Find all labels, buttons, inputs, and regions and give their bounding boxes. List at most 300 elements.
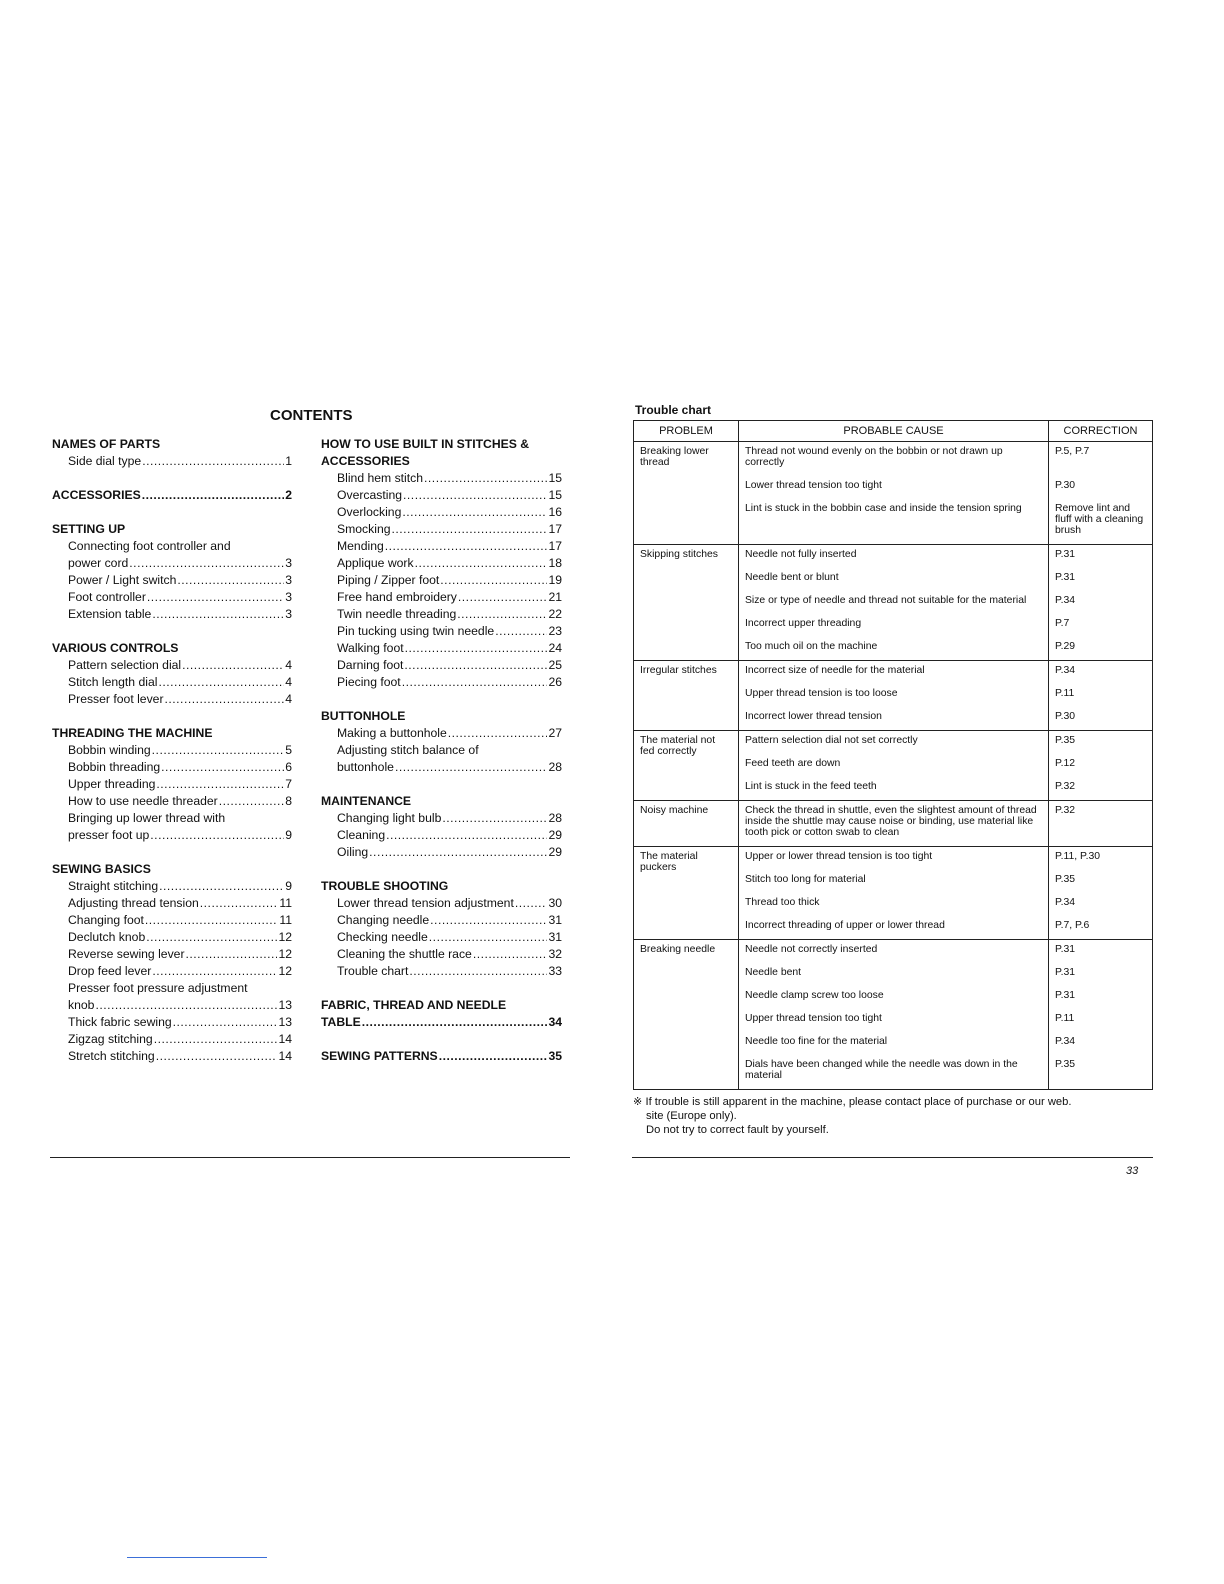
contents-left-column [52, 436, 292, 1065]
toc-entry-page: 13 [278, 1015, 292, 1029]
toc-leader-dots [152, 963, 277, 980]
toc-entry-title: Straight stitching [68, 879, 159, 893]
trouble-chart-row [634, 731, 1153, 801]
cause-item: Incorrect upper threading [745, 618, 862, 629]
correction-item: P.12 [1055, 758, 1076, 769]
cause-cell [739, 442, 1049, 545]
correction-cell [1049, 661, 1153, 731]
toc-entry-page: 34 [548, 1015, 562, 1029]
toc-entry [321, 810, 562, 827]
problem-cell: Breaking needle [634, 940, 739, 1090]
problem-cell: The material not fed correctly [634, 731, 739, 801]
header-correction: CORRECTION [1049, 421, 1153, 442]
correction-item: P.5, P.7 [1055, 446, 1090, 457]
toc-entry: Bringing up lower thread with [68, 811, 226, 825]
cause-item: Needle bent or blunt [745, 572, 839, 583]
toc-entry-title: Piping / Zipper foot [337, 573, 440, 587]
cause-item: Thread not wound evenly on the bobbin or not drawn up correctly [745, 446, 1003, 468]
toc-entry-page: 7 [285, 777, 292, 791]
toc-entry-page: 25 [548, 658, 562, 672]
toc-entry-title: Lower thread tension adjustment [337, 896, 514, 910]
toc-leader-dots [392, 521, 548, 538]
toc-entry [52, 453, 292, 470]
toc-entry [321, 572, 562, 589]
correction-item: Remove lint and fluff with a cleaning brush [1055, 503, 1144, 536]
toc-leader-dots [362, 1014, 548, 1031]
toc-entry-title: Walking foot [337, 641, 404, 655]
toc-entry [52, 1031, 292, 1048]
toc-entry-title: Overcasting [337, 488, 403, 502]
toc-entry-page: 16 [548, 505, 562, 519]
correction-item: P.35 [1055, 735, 1076, 746]
toc-entry [321, 555, 562, 572]
toc-entry-page: 15 [548, 471, 562, 485]
correction-cell [1049, 545, 1153, 661]
cause-cell [739, 545, 1049, 661]
toc-entry-page: 33 [548, 964, 562, 978]
trouble-chart-row [634, 661, 1153, 731]
contents-title: CONTENTS [270, 407, 353, 424]
toc-leader-dots [156, 1048, 278, 1065]
correction-item: P.11, P.30 [1055, 851, 1101, 862]
cause-item: Upper thread tension too tight [745, 1013, 882, 1024]
toc-entry-page: 4 [285, 675, 292, 689]
toc-entry-page: 13 [278, 998, 292, 1012]
toc-entry-page: 4 [285, 658, 292, 672]
toc-entry-page: 32 [548, 947, 562, 961]
toc-entry [52, 1014, 292, 1031]
toc-entry [321, 504, 562, 521]
toc-entry [321, 606, 562, 623]
trouble-chart-row [634, 847, 1153, 940]
contents-right-column [321, 436, 562, 1065]
cause-item: Lower thread tension too tight [745, 480, 882, 491]
toc-entry-page: 18 [548, 556, 562, 570]
toc-section-heading: MAINTENANCE [321, 794, 412, 808]
toc-section-heading: ACCESSORIES [321, 454, 410, 468]
toc-entry-title: Darning foot [337, 658, 404, 672]
toc-leader-dots [495, 623, 547, 640]
toc-section-heading: SEWING PATTERNS [321, 1049, 438, 1063]
toc-entry-title: Cleaning the shuttle race [337, 947, 472, 961]
toc-entry [321, 929, 562, 946]
toc-entry [52, 1048, 292, 1065]
cause-item: Dials have been changed while the needle was down in the material [745, 1059, 1018, 1081]
toc-entry [321, 589, 562, 606]
toc-entry-page: 11 [279, 896, 292, 910]
toc-leader-dots [142, 487, 285, 504]
toc-entry-page: 28 [548, 760, 562, 774]
toc-entry-page: 8 [285, 794, 292, 808]
toc-section-heading: FABRIC, THREAD AND NEEDLE [321, 998, 507, 1012]
toc-leader-dots [439, 1048, 548, 1065]
toc-entry-title: Stretch stitching [68, 1049, 155, 1063]
toc-entry-title: Mending [337, 539, 384, 553]
toc-entry [321, 657, 562, 674]
toc-entry [52, 878, 292, 895]
toc-entry-page: 35 [548, 1049, 562, 1063]
toc-leader-dots [458, 589, 548, 606]
toc-section-entry [321, 1048, 562, 1065]
cause-item: Needle not correctly inserted [745, 944, 878, 955]
toc-entry [52, 691, 292, 708]
bottom-rule-left [50, 1157, 570, 1158]
toc-entry-title: Thick fabric sewing [68, 1015, 172, 1029]
toc-section-heading: TROUBLE SHOOTING [321, 879, 449, 893]
toc-entry-page: 17 [548, 539, 562, 553]
toc-entry-title: Twin needle threading [337, 607, 457, 621]
toc-entry [321, 759, 562, 776]
problem-cell: Breaking lower thread [634, 442, 739, 545]
toc-spacer [52, 504, 292, 521]
toc-entry-title: Presser foot lever [68, 692, 164, 706]
toc-entry-page: 14 [278, 1049, 292, 1063]
toc-entry-page: 12 [278, 930, 292, 944]
toc-entry-page: 15 [548, 488, 562, 502]
toc-entry [321, 827, 562, 844]
toc-leader-dots [152, 742, 285, 759]
trouble-chart-title: Trouble chart [635, 403, 712, 417]
toc-entry [321, 725, 562, 742]
toc-entry-title: Piecing foot [337, 675, 401, 689]
toc-entry [321, 946, 562, 963]
toc-entry-page: 1 [285, 454, 292, 468]
correction-cell [1049, 442, 1153, 545]
correction-item: P.29 [1055, 641, 1076, 652]
toc-entry-title: How to use needle threader [68, 794, 218, 808]
toc-leader-dots [430, 912, 547, 929]
toc-section-heading: SEWING BASICS [52, 862, 151, 876]
cause-item: Needle bent [745, 967, 802, 978]
toc-entry-title: Changing foot [68, 913, 144, 927]
toc-entry-title: Upper threading [68, 777, 156, 791]
toc-leader-dots [142, 453, 284, 470]
toc-entry-title: Overlocking [337, 505, 402, 519]
toc-entry [321, 623, 562, 640]
toc-entry: Connecting foot controller and [68, 539, 231, 553]
toc-leader-dots [402, 674, 548, 691]
correction-item: P.34 [1055, 595, 1076, 606]
toc-entry [321, 640, 562, 657]
toc-leader-dots [429, 929, 548, 946]
toc-entry-page: 27 [548, 726, 562, 740]
correction-item: P.11 [1055, 1013, 1075, 1024]
correction-cell [1049, 940, 1153, 1090]
toc-entry-title: Pin tucking using twin needle [337, 624, 495, 638]
toc-spacer [52, 844, 292, 861]
problem-cell: Irregular stitches [634, 661, 739, 731]
toc-entry [52, 572, 292, 589]
cause-cell [739, 661, 1049, 731]
toc-entry-title: Applique work [337, 556, 414, 570]
toc-entry-title: Power / Light switch [68, 573, 177, 587]
toc-leader-dots [442, 810, 547, 827]
toc-section-heading: NAMES OF PARTS [52, 437, 161, 451]
toc-entry [321, 538, 562, 555]
problem-cell: Noisy machine [634, 801, 739, 847]
link-underline [127, 1557, 267, 1558]
cause-item: Incorrect lower thread tension [745, 711, 882, 722]
correction-item: P.34 [1055, 897, 1076, 908]
correction-cell [1049, 801, 1153, 847]
toc-entry-title: Adjusting thread tension [68, 896, 199, 910]
toc-leader-dots [402, 504, 547, 521]
correction-item: P.31 [1055, 572, 1076, 583]
toc-entry [52, 555, 292, 572]
toc-leader-dots [161, 759, 284, 776]
footnote-line-2: site (Europe only). [646, 1110, 737, 1122]
toc-section-heading: SETTING UP [52, 522, 126, 536]
toc-leader-dots [156, 776, 284, 793]
toc-leader-dots [404, 657, 547, 674]
toc-entry-title: Bobbin threading [68, 760, 161, 774]
cause-item: Thread too thick [745, 897, 820, 908]
toc-section-heading: BUTTONHOLE [321, 709, 406, 723]
correction-cell [1049, 731, 1153, 801]
toc-leader-dots [159, 878, 284, 895]
toc-leader-dots [409, 963, 547, 980]
toc-entry [52, 742, 292, 759]
toc-leader-dots [395, 759, 548, 776]
toc-entry-title: Declutch knob [68, 930, 146, 944]
cause-cell [739, 940, 1049, 1090]
correction-item: P.30 [1055, 711, 1076, 722]
cause-item: Lint is stuck in the feed teeth [745, 781, 877, 792]
toc-entry-title: buttonhole [337, 760, 394, 774]
toc-entry [52, 776, 292, 793]
toc-entry-page: 29 [548, 828, 562, 842]
correction-cell [1049, 847, 1153, 940]
toc-entry [52, 657, 292, 674]
correction-item: P.31 [1055, 944, 1076, 955]
toc-entry-title: Changing light bulb [337, 811, 442, 825]
correction-item: P.34 [1055, 1036, 1076, 1047]
toc-leader-dots [146, 929, 277, 946]
header-problem: PROBLEM [634, 421, 739, 442]
toc-leader-dots [147, 589, 284, 606]
toc-leader-dots [145, 912, 278, 929]
trouble-footnote [633, 1095, 1153, 1137]
toc-entry-page: 28 [548, 811, 562, 825]
toc-leader-dots [182, 657, 284, 674]
toc-entry: Adjusting stitch balance of [337, 743, 479, 757]
toc-spacer [52, 623, 292, 640]
toc-spacer [321, 1031, 562, 1048]
toc-leader-dots [405, 640, 548, 657]
toc-entry-page: 12 [278, 947, 292, 961]
toc-spacer [321, 980, 562, 997]
toc-entry-title: Pattern selection dial [68, 658, 182, 672]
problem-cell: Skipping stitches [634, 545, 739, 661]
toc-entry-title: Zigzag stitching [68, 1032, 153, 1046]
cause-item: Needle too fine for the material [745, 1036, 888, 1047]
toc-entry-title: power cord [68, 556, 129, 570]
toc-entry [52, 606, 292, 623]
page-number: 33 [1126, 1165, 1139, 1177]
toc-entry-title: Trouble chart [337, 964, 409, 978]
toc-entry-title: presser foot up [68, 828, 150, 842]
toc-entry-page: 31 [548, 930, 562, 944]
toc-entry-title: Changing needle [337, 913, 430, 927]
toc-leader-dots [152, 606, 284, 623]
toc-leader-dots [158, 674, 284, 691]
trouble-chart-row [634, 801, 1153, 847]
toc-entry-title: knob [68, 998, 95, 1012]
toc-entry [52, 912, 292, 929]
toc-entry [52, 929, 292, 946]
toc-leader-dots [95, 997, 277, 1014]
correction-item: P.31 [1055, 967, 1076, 978]
toc-leader-dots [440, 572, 547, 589]
toc-entry [52, 759, 292, 776]
toc-entry-title: Drop feed lever [68, 964, 152, 978]
cause-item: Needle clamp screw too loose [745, 990, 884, 1001]
toc-leader-dots [150, 827, 284, 844]
toc-leader-dots [129, 555, 284, 572]
bottom-rule-right [632, 1157, 1153, 1158]
toc-entry-page: 4 [285, 692, 292, 706]
cause-item: Pattern selection dial not set correctly [745, 735, 918, 746]
cause-item: Upper or lower thread tension is too tight [745, 851, 933, 862]
toc-spacer [52, 470, 292, 487]
toc-entry-title: Smocking [337, 522, 391, 536]
cause-item: Too much oil on the machine [745, 641, 878, 652]
toc-entry-title: Free hand embroidery [337, 590, 457, 604]
cause-cell [739, 731, 1049, 801]
toc-entry-page: 17 [548, 522, 562, 536]
problem-cell: The material puckers [634, 847, 739, 940]
toc-leader-dots [173, 1014, 278, 1031]
toc-leader-dots [515, 895, 548, 912]
toc-entry [52, 674, 292, 691]
cause-item: Upper thread tension is too loose [745, 688, 898, 699]
toc-section-heading: ACCESSORIES [52, 488, 141, 502]
toc-leader-dots [473, 946, 548, 963]
trouble-chart-row [634, 442, 1153, 545]
toc-entry [52, 963, 292, 980]
toc-entry-page: 24 [548, 641, 562, 655]
toc-section-heading: HOW TO USE BUILT IN STITCHES & [321, 437, 530, 451]
toc-entry-title: Reverse sewing lever [68, 947, 185, 961]
toc-entry: Presser foot pressure adjustment [68, 981, 248, 995]
toc-spacer [321, 776, 562, 793]
toc-entry [52, 946, 292, 963]
trouble-chart-table [633, 420, 1153, 1090]
trouble-chart-header-row [634, 421, 1153, 442]
toc-entry [52, 895, 292, 912]
toc-entry-title: Oiling [337, 845, 369, 859]
toc-spacer [321, 691, 562, 708]
toc-entry-page: 21 [548, 590, 562, 604]
cause-item: Needle not fully inserted [745, 549, 857, 560]
toc-entry [321, 912, 562, 929]
toc-entry [321, 844, 562, 861]
correction-item: P.30 [1055, 480, 1076, 491]
cause-item: Feed teeth are down [745, 758, 841, 769]
toc-entry-page: 3 [285, 573, 292, 587]
toc-entry-page: 22 [548, 607, 562, 621]
toc-entry-page: 12 [278, 964, 292, 978]
toc-entry-title: Side dial type [68, 454, 142, 468]
toc-entry-page: 11 [279, 913, 292, 927]
toc-entry-title: Making a buttonhole [337, 726, 447, 740]
toc-entry [52, 589, 292, 606]
correction-item: P.31 [1055, 549, 1076, 560]
trouble-chart-row [634, 940, 1153, 1090]
toc-entry [321, 487, 562, 504]
correction-item: P.34 [1055, 665, 1076, 676]
cause-item: Incorrect size of needle for the material [745, 665, 925, 676]
toc-leader-dots [385, 538, 548, 555]
toc-leader-dots [369, 844, 547, 861]
toc-spacer [52, 708, 292, 725]
toc-leader-dots [386, 827, 547, 844]
toc-section-heading: THREADING THE MACHINE [52, 726, 213, 740]
toc-leader-dots [154, 1031, 278, 1048]
toc-entry [321, 963, 562, 980]
correction-item: P.32 [1055, 781, 1076, 792]
footnote-line-1: ※ If trouble is still apparent in the machine, please contact place of purchase or our web. [633, 1096, 1072, 1108]
toc-entry-page: 26 [548, 675, 562, 689]
toc-entry-title: Stitch length dial [68, 675, 158, 689]
cause-cell [739, 847, 1049, 940]
toc-section-entry [321, 1014, 562, 1031]
correction-item: P.31 [1055, 990, 1076, 1001]
toc-entry-title: Blind hem stitch [337, 471, 424, 485]
footnote-line-3: Do not try to correct fault by yourself. [646, 1124, 829, 1136]
cause-item: Lint is stuck in the bobbin case and inside the tension spring [745, 503, 1022, 514]
correction-item: P.35 [1055, 874, 1076, 885]
trouble-chart-row [634, 545, 1153, 661]
toc-entry [321, 895, 562, 912]
toc-section-heading: TABLE [321, 1015, 361, 1029]
toc-leader-dots [186, 946, 278, 963]
toc-entry-title: Foot controller [68, 590, 146, 604]
toc-entry-title: Checking needle [337, 930, 428, 944]
toc-entry-page: 3 [285, 590, 292, 604]
toc-section-entry [52, 487, 292, 504]
cause-item: Size or type of needle and thread not suitable for the material [745, 595, 1027, 606]
toc-entry [52, 997, 292, 1014]
toc-entry-page: 31 [548, 913, 562, 927]
toc-entry [321, 521, 562, 538]
toc-entry [52, 793, 292, 810]
toc-leader-dots [165, 691, 285, 708]
toc-entry-page: 30 [548, 896, 562, 910]
toc-section-heading: VARIOUS CONTROLS [52, 641, 179, 655]
toc-entry [321, 674, 562, 691]
toc-leader-dots [415, 555, 548, 572]
toc-entry-title: Extension table [68, 607, 152, 621]
toc-leader-dots [457, 606, 547, 623]
correction-item: P.7 [1055, 618, 1070, 629]
toc-entry-page: 2 [285, 488, 292, 502]
toc-leader-dots [177, 572, 284, 589]
toc-leader-dots [403, 487, 547, 504]
toc-entry-page: 9 [285, 879, 292, 893]
correction-item: P.11 [1055, 688, 1075, 699]
toc-entry-page: 9 [285, 828, 292, 842]
toc-entry-title: Bobbin winding [68, 743, 151, 757]
toc-entry [321, 470, 562, 487]
toc-entry [52, 827, 292, 844]
cause-item: Incorrect threading of upper or lower thread [745, 920, 945, 931]
toc-entry-page: 19 [548, 573, 562, 587]
toc-entry-page: 29 [548, 845, 562, 859]
cause-cell [739, 801, 1049, 847]
correction-item: P.7, P.6 [1055, 920, 1090, 931]
cause-item: Stitch too long for material [745, 874, 866, 885]
